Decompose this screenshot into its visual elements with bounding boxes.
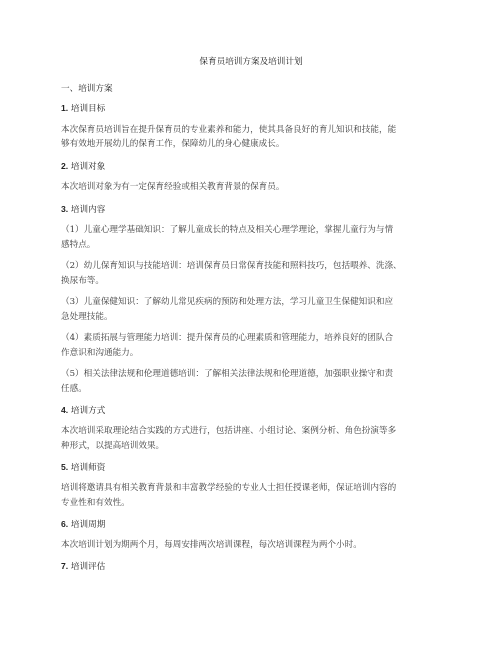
subheading-target <box>61 160 105 173</box>
section-heading-1: 一、培训方案 <box>61 84 113 94</box>
subheading-evaluation <box>61 560 105 573</box>
subheading-text: 培训目标 <box>70 104 106 114</box>
paragraph-line: 专业性和有效性。 <box>61 498 130 508</box>
subheading-text: 培训周期 <box>70 520 106 530</box>
paragraph-line: 本次保育员培训旨在提升保育员的专业素养和能力，使其具备良好的育儿知识和技能，能 <box>61 125 397 135</box>
subheading-text: 培训师资 <box>70 463 106 473</box>
paragraph-line: 本次培训对象为有一定保育经验或相关教育背景的保育员。 <box>61 182 285 192</box>
subheading-goal <box>61 102 105 115</box>
subheading-method <box>61 404 105 417</box>
subheading-period <box>61 518 105 531</box>
paragraph-line: 种形式，以提高培训效果。 <box>61 441 165 451</box>
paragraph-line: 本次培训采取理论结合实践的方式进行，包括讲座、小组讨论、案例分析、角色扮演等多 <box>61 426 397 436</box>
subheading-number: 7. <box>61 561 69 571</box>
subheading-text: 培训对象 <box>70 162 106 172</box>
subheading-number: 1. <box>61 103 69 113</box>
content-item-line: （3）儿童保健知识：了解幼儿常见疾病的预防和处理方法，学习儿童卫生保健知识和应 <box>61 297 394 307</box>
subheading-number: 4. <box>61 405 69 415</box>
subheading-text: 培训内容 <box>70 205 106 215</box>
subheading-teachers <box>61 461 105 474</box>
document-title: 保育员培训方案及培训计划 <box>199 57 303 67</box>
paragraph-line: 培训将邀请具有相关教育背景和丰富教学经验的专业人士担任授课老师，保证培训内容的 <box>61 483 397 493</box>
paragraph-line: 本次培训计划为期两个月，每周安排两次培训课程，每次培训课程为两个小时。 <box>61 540 362 550</box>
content-item-line: （5）相关法律法规和伦理道德培训：了解相关法律法规和伦理道德，加强职业操守和责 <box>61 369 394 379</box>
subheading-number: 6. <box>61 519 69 529</box>
subheading-text: 培训评估 <box>70 562 106 572</box>
content-item-line: （1）儿童心理学基础知识：了解儿童成长的特点及相关心理学理论，掌握儿童行为与情 <box>61 225 394 235</box>
content-item-line: （4）素质拓展与管理能力培训：提升保育员的心理素质和管理能力，培养良好的团队合 <box>61 333 394 343</box>
content-item-line: 感特点。 <box>61 240 96 250</box>
paragraph-line: 够有效地开展幼儿的保育工作，保障幼儿的身心健康成长。 <box>61 139 285 149</box>
content-item-line: 急处理技能。 <box>61 312 113 322</box>
subheading-number: 3. <box>61 204 69 214</box>
subheading-content <box>61 203 105 216</box>
subheading-text: 培训方式 <box>70 406 106 416</box>
content-item-line: 任感。 <box>61 384 87 394</box>
content-item-line: 作意识和沟通能力。 <box>61 348 139 358</box>
subheading-number: 5. <box>61 462 69 472</box>
content-item-line: （2）幼儿保育知识与技能培训：培训保育员日常保育技能和照料技巧，包括喂养、洗涤、 <box>61 261 402 271</box>
subheading-number: 2. <box>61 161 69 171</box>
content-item-line: 换尿布等。 <box>61 276 104 286</box>
